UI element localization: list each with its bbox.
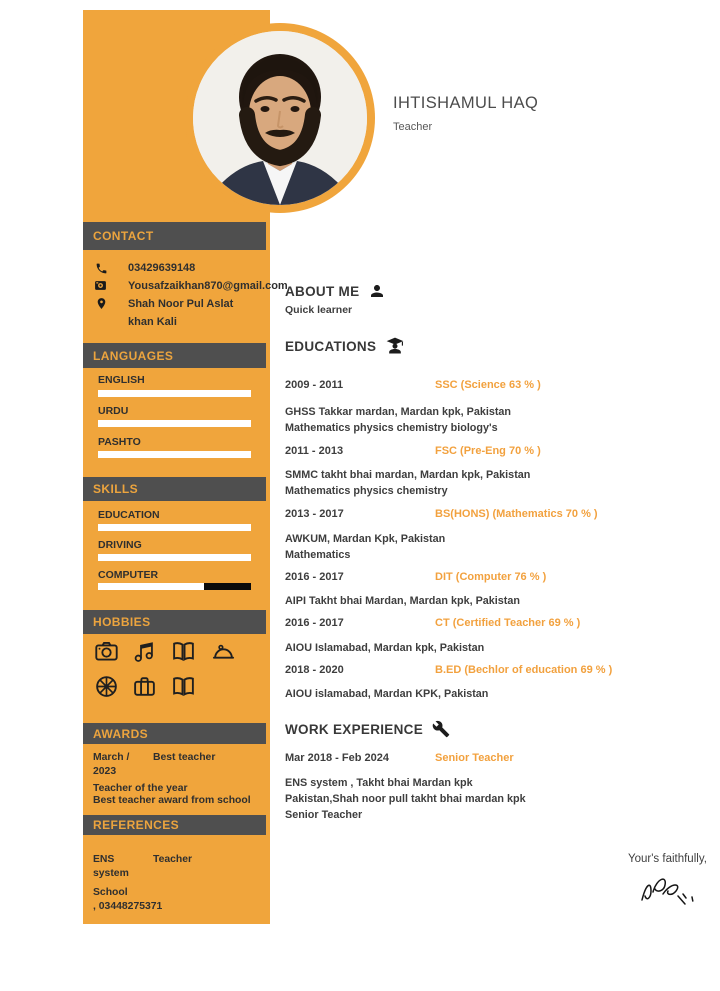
education-description	[285, 593, 630, 609]
skill-label: DRIVING	[98, 539, 142, 551]
education-dates: 2011 - 2013	[285, 445, 344, 457]
language-label: ENGLISH	[98, 374, 145, 386]
education-desc-line: AWKUM, Mardan Kpk, Pakistan	[285, 533, 446, 545]
location-icon	[95, 297, 108, 310]
language-bar-fill	[98, 390, 251, 397]
education-dates: 2016 - 2017	[285, 571, 344, 583]
language-bar	[98, 420, 251, 427]
contact-section-header	[83, 222, 266, 250]
wrench-icon	[432, 720, 450, 738]
education-degree: CT (Certified Teacher 69 % )	[435, 617, 581, 629]
education-entry	[285, 379, 541, 391]
education-description	[285, 531, 630, 564]
work-desc-line: Senior Teacher	[285, 808, 363, 821]
skill-label: COMPUTER	[98, 569, 159, 581]
education-description	[285, 640, 630, 656]
hobbies-header-label: HOBBIES	[93, 615, 151, 629]
education-desc-line: Mathematics physics chemistry	[285, 485, 448, 498]
education-entry	[285, 445, 541, 457]
references-header-label: REFERENCES	[93, 818, 180, 832]
education-description	[285, 467, 630, 500]
education-description	[285, 404, 630, 437]
reference-name: ENS system	[93, 854, 129, 879]
hobbies-section-header	[83, 610, 266, 634]
avatar	[193, 31, 367, 205]
skill-bar	[98, 554, 251, 561]
education-entry	[285, 617, 580, 629]
educations-header	[285, 336, 405, 356]
camera-icon	[94, 639, 119, 664]
about-me-header-label: ABOUT ME	[285, 283, 360, 299]
person-title: Teacher	[393, 121, 433, 133]
education-dates: 2016 - 2017	[285, 617, 344, 629]
skill-bar-fill	[98, 524, 251, 531]
work-dates: Mar 2018 - Feb 2024	[285, 752, 389, 764]
contact-phone: 03429639148	[128, 262, 196, 274]
skill-label: EDUCATION	[98, 509, 160, 521]
reference-role: Teacher	[153, 854, 193, 865]
skill-bar	[98, 583, 251, 590]
work-role: Senior Teacher	[435, 752, 514, 764]
education-desc-line: GHSS Takkar mardan, Mardan kpk, Pakistan	[285, 406, 512, 418]
contact-address-line1: Shah Noor Pul Aslat	[128, 298, 234, 310]
awards-header-label: AWARDS	[93, 726, 149, 741]
education-entry	[285, 664, 612, 676]
email-icon	[94, 279, 107, 292]
skill-bar-deficit	[204, 583, 251, 590]
education-desc-line: AIOU Islamabad, Mardan kpk, Pakistan	[285, 642, 485, 654]
about-me-text: Quick learner	[285, 304, 353, 316]
education-description	[285, 686, 630, 702]
reference-line: School	[93, 887, 128, 898]
work-experience-header-label: WORK EXPERIENCE	[285, 721, 424, 737]
education-entry	[285, 571, 546, 583]
education-degree: DIT (Computer 76 % )	[435, 571, 547, 583]
education-degree: FSC (Pre-Eng 70 % )	[435, 445, 541, 457]
work-entry	[285, 752, 514, 764]
language-bar	[98, 451, 251, 458]
skill-bar	[98, 524, 251, 531]
graduate-icon	[385, 336, 405, 356]
profile-photo-ring	[185, 23, 375, 213]
educations-header-label: EDUCATIONS	[285, 338, 377, 354]
language-label: PASHTO	[98, 436, 141, 448]
awards-section-header	[83, 723, 266, 744]
education-desc-line: Mathematics physics chemistry biology's	[285, 422, 498, 435]
education-desc-line: AIPI Takht bhai Mardan, Mardan kpk, Pakistan	[285, 595, 520, 607]
briefcase-icon	[132, 674, 157, 699]
education-degree: BS(HONS) (Mathematics 70 % )	[435, 508, 598, 520]
person-name: IHTISHAMUL HAQ	[393, 94, 539, 112]
award-date: March / 2023	[93, 752, 130, 777]
skills-header-label: SKILLS	[93, 482, 139, 496]
language-bar-fill	[98, 420, 251, 427]
work-description	[285, 776, 630, 823]
award-title: Best teacher	[153, 752, 216, 763]
education-entry	[285, 508, 598, 520]
education-dates: 2013 - 2017	[285, 508, 344, 520]
language-label: URDU	[98, 405, 129, 417]
award-line: Teacher of the year	[93, 783, 188, 794]
contact-header-label: CONTACT	[93, 229, 154, 243]
open-book-icon	[171, 674, 196, 699]
education-desc-line: Mathematics	[285, 549, 351, 562]
education-dates: 2009 - 2011	[285, 379, 344, 391]
music-notes-icon	[131, 639, 156, 664]
references-section-header	[83, 815, 266, 835]
education-desc-line: AIOU islamabad, Mardan KPK, Pakistan	[285, 688, 489, 700]
education-degree: SSC (Science 63 % )	[435, 379, 541, 391]
signature	[638, 872, 696, 914]
about-me-header	[285, 282, 386, 300]
bell-icon	[211, 640, 236, 665]
reference-line: , 03448275371	[93, 901, 163, 912]
contact-email: Yousafzaikhan870@gmail.com	[128, 280, 288, 292]
skill-bar-fill	[98, 554, 251, 561]
closing-text: Your's faithfully,	[628, 853, 707, 865]
languages-section-header	[83, 343, 266, 368]
open-book-icon	[171, 639, 196, 664]
education-dates: 2018 - 2020	[285, 664, 344, 676]
person-icon	[368, 282, 386, 300]
contact-address-line2: khan Kali	[128, 315, 177, 328]
education-degree: B.ED (Bechlor of education 69 % )	[435, 664, 613, 676]
work-experience-header	[285, 720, 450, 738]
language-bar	[98, 390, 251, 397]
award-line: Best teacher award from school	[93, 795, 251, 806]
profile-photo	[193, 31, 367, 205]
contact-address	[128, 296, 258, 331]
languages-header-label: LANGUAGES	[93, 348, 174, 363]
skills-section-header	[83, 477, 266, 501]
language-bar-fill	[98, 451, 251, 458]
work-desc-line: ENS system , Takht bhai Mardan kpk	[285, 777, 473, 789]
basketball-icon	[94, 674, 119, 699]
phone-icon	[95, 262, 108, 275]
skill-bar-fill	[98, 583, 204, 590]
work-desc-line: Pakistan,Shah noor pull takht bhai mardan kpk	[285, 792, 526, 805]
education-desc-line: SMMC takht bhai mardan, Mardan kpk, Pakistan	[285, 469, 531, 481]
